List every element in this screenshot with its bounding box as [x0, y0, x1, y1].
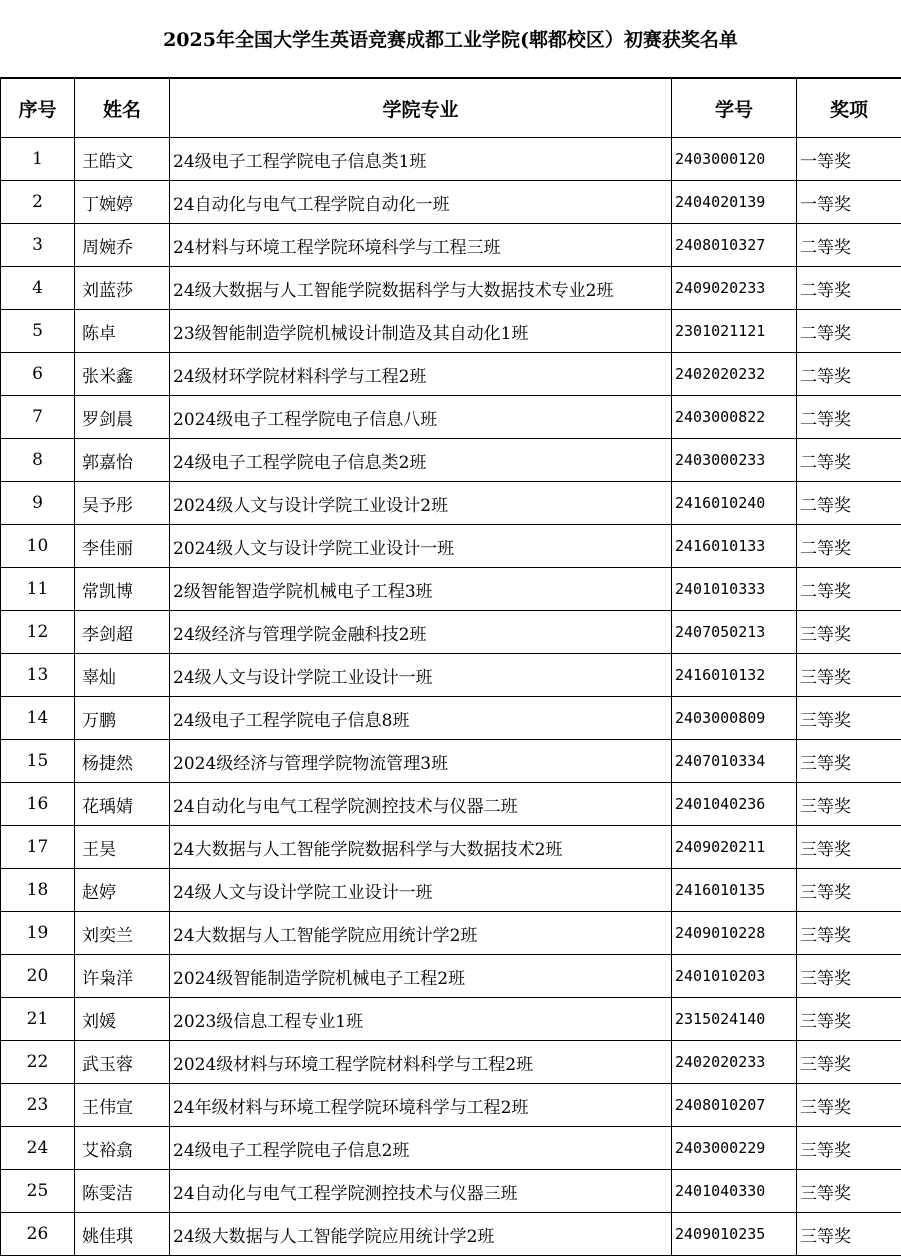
cell-major: 24级大数据与人工智能学院应用统计学2班 — [170, 1213, 672, 1256]
cell-name: 艾裕翕 — [75, 1127, 170, 1170]
cell-major: 24级大数据与人工智能学院数据科学与大数据技术专业2班 — [170, 267, 672, 310]
cell-index: 24 — [1, 1127, 75, 1170]
cell-award: 二等奖 — [797, 396, 901, 439]
cell-student-id: 2403000809 — [672, 697, 797, 740]
table-body — [1, 138, 901, 1256]
cell-major: 24自动化与电气工程学院自动化一班 — [170, 181, 672, 224]
cell-index: 19 — [1, 912, 75, 955]
cell-major: 24材料与环境工程学院环境科学与工程三班 — [170, 224, 672, 267]
cell-index: 25 — [1, 1170, 75, 1213]
cell-award: 二等奖 — [797, 310, 901, 353]
cell-major: 24级材环学院材料科学与工程2班 — [170, 353, 672, 396]
cell-student-id: 2409010228 — [672, 912, 797, 955]
cell-index: 16 — [1, 783, 75, 826]
cell-student-id: 2416010132 — [672, 654, 797, 697]
cell-name: 杨捷然 — [75, 740, 170, 783]
table-row — [1, 826, 901, 869]
cell-index: 17 — [1, 826, 75, 869]
cell-award: 三等奖 — [797, 783, 901, 826]
cell-name: 王皓文 — [75, 138, 170, 181]
cell-major: 24级电子工程学院电子信息类1班 — [170, 138, 672, 181]
cell-award: 二等奖 — [797, 353, 901, 396]
cell-student-id: 2403000229 — [672, 1127, 797, 1170]
cell-award: 二等奖 — [797, 525, 901, 568]
table-row — [1, 697, 901, 740]
table-row — [1, 869, 901, 912]
cell-name: 吴予彤 — [75, 482, 170, 525]
cell-name: 刘蓝莎 — [75, 267, 170, 310]
cell-index: 3 — [1, 224, 75, 267]
cell-student-id: 2401010333 — [672, 568, 797, 611]
cell-student-id: 2401010203 — [672, 955, 797, 998]
cell-award: 三等奖 — [797, 697, 901, 740]
table-row — [1, 783, 901, 826]
cell-award: 三等奖 — [797, 998, 901, 1041]
cell-student-id: 2301021121 — [672, 310, 797, 353]
cell-student-id: 2409010235 — [672, 1213, 797, 1256]
cell-student-id: 2416010133 — [672, 525, 797, 568]
cell-index: 5 — [1, 310, 75, 353]
table-row — [1, 611, 901, 654]
cell-name: 陈雯洁 — [75, 1170, 170, 1213]
cell-major: 24级电子工程学院电子信息8班 — [170, 697, 672, 740]
cell-award: 三等奖 — [797, 869, 901, 912]
cell-student-id: 2409020211 — [672, 826, 797, 869]
table-row — [1, 482, 901, 525]
cell-major: 24级人文与设计学院工业设计一班 — [170, 654, 672, 697]
cell-award: 三等奖 — [797, 654, 901, 697]
cell-student-id: 2416010240 — [672, 482, 797, 525]
cell-index: 22 — [1, 1041, 75, 1084]
cell-award: 三等奖 — [797, 826, 901, 869]
cell-name: 李佳丽 — [75, 525, 170, 568]
cell-major: 2024级智能制造学院机械电子工程2班 — [170, 955, 672, 998]
cell-index: 13 — [1, 654, 75, 697]
table-row — [1, 224, 901, 267]
cell-major: 24年级材料与环境工程学院环境科学与工程2班 — [170, 1084, 672, 1127]
cell-name: 常凯博 — [75, 568, 170, 611]
cell-name: 武玉蓉 — [75, 1041, 170, 1084]
cell-student-id: 2416010135 — [672, 869, 797, 912]
cell-student-id: 2401040236 — [672, 783, 797, 826]
cell-award: 三等奖 — [797, 912, 901, 955]
table-row — [1, 654, 901, 697]
cell-index: 9 — [1, 482, 75, 525]
table-row — [1, 396, 901, 439]
table-row — [1, 1213, 901, 1256]
table-row — [1, 267, 901, 310]
table-row — [1, 525, 901, 568]
cell-name: 陈卓 — [75, 310, 170, 353]
cell-major: 2024级材料与环境工程学院材料科学与工程2班 — [170, 1041, 672, 1084]
cell-major: 24级经济与管理学院金融科技2班 — [170, 611, 672, 654]
table-row — [1, 439, 901, 482]
cell-award: 二等奖 — [797, 267, 901, 310]
cell-name: 辜灿 — [75, 654, 170, 697]
cell-index: 6 — [1, 353, 75, 396]
cell-award: 三等奖 — [797, 611, 901, 654]
header-row — [1, 79, 901, 138]
cell-index: 14 — [1, 697, 75, 740]
cell-student-id: 2404020139 — [672, 181, 797, 224]
header-award: 奖项 — [797, 79, 901, 138]
cell-award: 二等奖 — [797, 482, 901, 525]
table-row — [1, 138, 901, 181]
cell-index: 1 — [1, 138, 75, 181]
cell-index: 20 — [1, 955, 75, 998]
header-major: 学院专业 — [170, 79, 672, 138]
cell-award: 三等奖 — [797, 1084, 901, 1127]
table-row — [1, 1170, 901, 1213]
cell-index: 26 — [1, 1213, 75, 1256]
table-row — [1, 1127, 901, 1170]
table-row — [1, 181, 901, 224]
table-row — [1, 955, 901, 998]
cell-name: 姚佳琪 — [75, 1213, 170, 1256]
cell-index: 7 — [1, 396, 75, 439]
award-table — [0, 78, 901, 1256]
cell-major: 2023级信息工程专业1班 — [170, 998, 672, 1041]
cell-name: 刘媛 — [75, 998, 170, 1041]
cell-award: 一等奖 — [797, 181, 901, 224]
cell-index: 12 — [1, 611, 75, 654]
table-row — [1, 998, 901, 1041]
cell-student-id: 2407050213 — [672, 611, 797, 654]
cell-student-id: 2409020233 — [672, 267, 797, 310]
cell-name: 赵婷 — [75, 869, 170, 912]
cell-award: 三等奖 — [797, 1170, 901, 1213]
cell-name: 王昊 — [75, 826, 170, 869]
cell-name: 周婉乔 — [75, 224, 170, 267]
cell-name: 王伟宣 — [75, 1084, 170, 1127]
cell-major: 2024级人文与设计学院工业设计一班 — [170, 525, 672, 568]
cell-name: 郭嘉怡 — [75, 439, 170, 482]
cell-index: 18 — [1, 869, 75, 912]
cell-name: 许枭洋 — [75, 955, 170, 998]
cell-major: 24自动化与电气工程学院测控技术与仪器二班 — [170, 783, 672, 826]
cell-student-id: 2408010207 — [672, 1084, 797, 1127]
cell-name: 刘奕兰 — [75, 912, 170, 955]
table-row — [1, 1084, 901, 1127]
cell-student-id: 2315024140 — [672, 998, 797, 1041]
cell-index: 2 — [1, 181, 75, 224]
cell-student-id: 2403000120 — [672, 138, 797, 181]
cell-award: 三等奖 — [797, 740, 901, 783]
cell-major: 24级电子工程学院电子信息类2班 — [170, 439, 672, 482]
cell-award: 三等奖 — [797, 1127, 901, 1170]
cell-major: 24大数据与人工智能学院应用统计学2班 — [170, 912, 672, 955]
cell-student-id: 2402020233 — [672, 1041, 797, 1084]
cell-student-id: 2401040330 — [672, 1170, 797, 1213]
cell-major: 2级智能智造学院机械电子工程3班 — [170, 568, 672, 611]
cell-major: 24自动化与电气工程学院测控技术与仪器三班 — [170, 1170, 672, 1213]
cell-award: 三等奖 — [797, 1041, 901, 1084]
cell-name: 李剑超 — [75, 611, 170, 654]
cell-award: 二等奖 — [797, 224, 901, 267]
table-row — [1, 568, 901, 611]
cell-student-id: 2403000822 — [672, 396, 797, 439]
cell-major: 24大数据与人工智能学院数据科学与大数据技术2班 — [170, 826, 672, 869]
cell-student-id: 2407010334 — [672, 740, 797, 783]
cell-major: 2024级人文与设计学院工业设计2班 — [170, 482, 672, 525]
cell-index: 15 — [1, 740, 75, 783]
cell-award: 三等奖 — [797, 1213, 901, 1256]
cell-major: 24级人文与设计学院工业设计一班 — [170, 869, 672, 912]
cell-index: 4 — [1, 267, 75, 310]
cell-index: 11 — [1, 568, 75, 611]
header-index: 序号 — [1, 79, 75, 138]
table-row — [1, 912, 901, 955]
header-student-id: 学号 — [672, 79, 797, 138]
cell-student-id: 2408010327 — [672, 224, 797, 267]
document-title: 2025年全国大学生英语竞赛成都工业学院(郫都校区）初赛获奖名单 — [0, 0, 901, 78]
cell-name: 丁婉婷 — [75, 181, 170, 224]
cell-award: 三等奖 — [797, 955, 901, 998]
cell-name: 罗剑晨 — [75, 396, 170, 439]
cell-major: 2024级经济与管理学院物流管理3班 — [170, 740, 672, 783]
cell-index: 8 — [1, 439, 75, 482]
cell-major: 23级智能制造学院机械设计制造及其自动化1班 — [170, 310, 672, 353]
cell-name: 万鹏 — [75, 697, 170, 740]
cell-major: 2024级电子工程学院电子信息八班 — [170, 396, 672, 439]
cell-index: 10 — [1, 525, 75, 568]
cell-major: 24级电子工程学院电子信息2班 — [170, 1127, 672, 1170]
cell-name: 花瑀婧 — [75, 783, 170, 826]
header-name: 姓名 — [75, 79, 170, 138]
table-row — [1, 740, 901, 783]
cell-award: 二等奖 — [797, 568, 901, 611]
table-row — [1, 353, 901, 396]
cell-student-id: 2403000233 — [672, 439, 797, 482]
cell-index: 23 — [1, 1084, 75, 1127]
cell-student-id: 2402020232 — [672, 353, 797, 396]
cell-name: 张米鑫 — [75, 353, 170, 396]
cell-index: 21 — [1, 998, 75, 1041]
cell-award: 一等奖 — [797, 138, 901, 181]
table-row — [1, 310, 901, 353]
table-row — [1, 1041, 901, 1084]
cell-award: 二等奖 — [797, 439, 901, 482]
